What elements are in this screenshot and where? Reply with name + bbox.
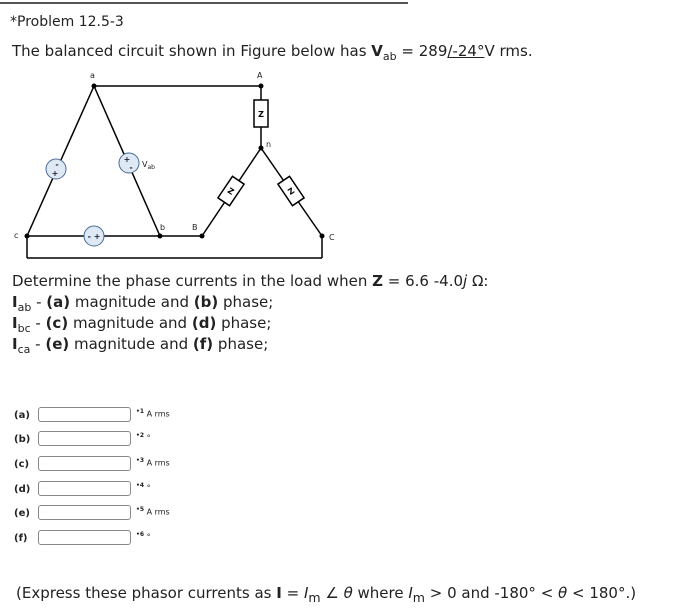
answer-label-e: (e): [14, 508, 30, 519]
statement-angle: /-24°: [447, 42, 485, 60]
answer-label-f: (f): [14, 533, 28, 544]
source-right-plus: +: [123, 155, 131, 164]
impedance-right: [278, 176, 304, 205]
answer-input-e[interactable]: [38, 505, 131, 520]
answer-unit-f: $^{•6}$ °: [136, 531, 151, 542]
format-instruction: (Express these phasor currents as $I = I_m$ ∠ θ where $I_m > 0$ and -180° < θ < 180°.): [16, 584, 637, 605]
label-n: n: [266, 140, 272, 149]
node-dot-c: [25, 234, 30, 239]
answer-input-d[interactable]: [38, 481, 131, 496]
source-left-plus: +: [51, 169, 59, 178]
impedance-right-label: Z: [286, 186, 297, 197]
node-dot-B: [200, 234, 205, 239]
statement-var-sub: ab: [382, 50, 397, 63]
answer-input-f[interactable]: [38, 530, 131, 545]
answer-label-a: (a): [14, 410, 30, 421]
answer-input-a[interactable]: [38, 407, 131, 422]
node-dot-n: [259, 146, 264, 151]
impedance-left: [218, 176, 244, 205]
label-C: C: [329, 233, 335, 242]
answer-unit-c: $^{•3}$ A rms: [136, 457, 170, 468]
answer-label-b: (b): [14, 434, 31, 445]
source-bottom-signs: - +: [87, 232, 101, 241]
question-line: [12, 272, 488, 290]
question-unit: Ω:: [467, 272, 489, 290]
problem-title: *Problem 12.5-3: [10, 14, 124, 30]
answer-input-b[interactable]: [38, 431, 131, 446]
answer-label-c: (c): [14, 459, 30, 470]
answer-unit-b: $^{•2}$ °: [136, 432, 151, 443]
node-dot-a: [92, 84, 97, 89]
statement-suffix: V rms.: [484, 42, 533, 60]
node-dot-C: [320, 234, 325, 239]
question-z-value: = 6.6 -4.0: [383, 272, 464, 290]
question-item-bc: $I_{bc} - (c)$ magnitude and (d) phase;: [12, 314, 272, 335]
answer-input-c[interactable]: [38, 456, 131, 471]
question-j: j: [463, 272, 468, 290]
label-B: B: [192, 223, 198, 232]
label-b: b: [160, 223, 166, 232]
impedance-top-label: Z: [258, 110, 264, 119]
question-z: Z: [372, 272, 384, 290]
node-dot-b: [158, 234, 163, 239]
label-a: a: [90, 71, 95, 80]
answer-unit-a: $^{•1}$ A rms: [136, 408, 170, 419]
impedance-top: [254, 100, 268, 127]
impedance-left-label: Z: [225, 186, 236, 197]
answer-unit-e: $^{•5}$ A rms: [136, 506, 170, 517]
source-right-minus: -: [129, 163, 133, 172]
vab-label: $V_{ab}$: [142, 160, 155, 171]
label-A: A: [257, 71, 263, 80]
answer-label-d: (d): [14, 484, 31, 495]
answer-unit-d: $^{•4}$ °: [136, 482, 151, 493]
statement-equals: = 289: [396, 42, 448, 60]
top-divider: [0, 2, 408, 4]
question-item-ca: $I_{ca} - (e)$ magnitude and (f) phase;: [12, 335, 269, 356]
circuit-diagram: [0, 60, 700, 260]
question-item-ab: $I_{ab} - (a)$ magnitude and (b) phase;: [12, 293, 274, 314]
source-left-minus: -: [55, 160, 59, 169]
label-c: c: [14, 231, 19, 240]
question-prefix: Determine the phase currents in the load when: [12, 272, 373, 290]
node-dot-A: [259, 84, 264, 89]
statement-var: V: [371, 42, 383, 60]
statement-prefix: The balanced circuit shown in Figure below has: [12, 42, 372, 60]
